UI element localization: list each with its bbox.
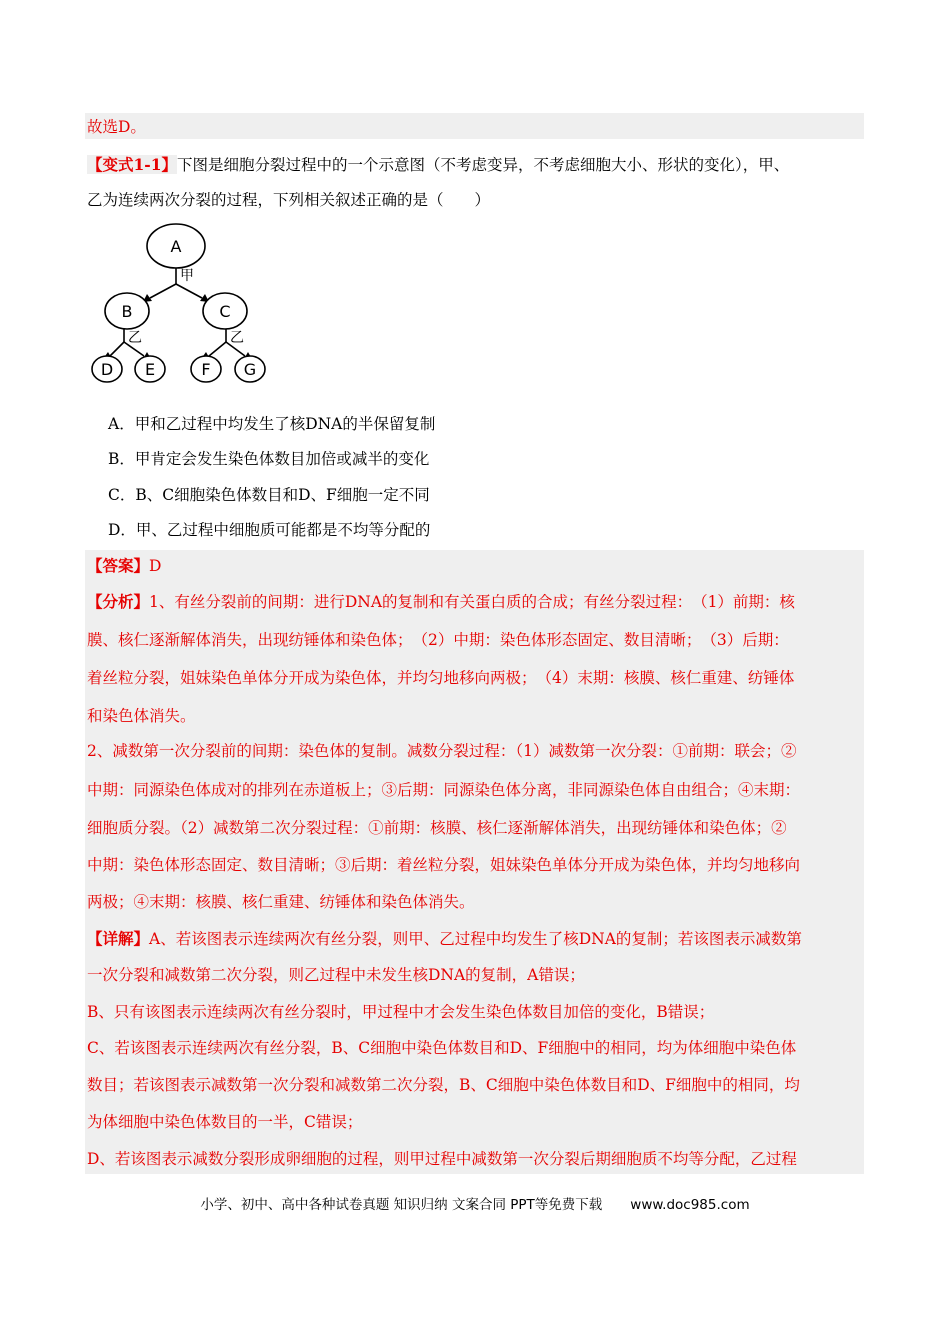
answer-tag: 【答案】 (87, 556, 150, 575)
prev-conclusion-band (85, 113, 864, 139)
analysis-line-7: 细胞质分裂。（2）减数第二次分裂过程：①前期：核膜、核仁逐渐解体消失，出现纺锤体和染色体；② (87, 819, 787, 837)
label-process-jia: 甲 (180, 268, 194, 284)
option-c: C．B、C细胞染色体数目和D、F细胞一定不同 (108, 486, 430, 504)
analysis-line-3: 着丝粒分裂，姐妹染色单体分开成为染色体，并均匀地移向两极； （4）末期：核膜、核仁重建、纺锤体 (87, 669, 795, 687)
question-line-2: 乙为连续两次分裂的过程，下列相关叙述正确的是（ ） (87, 191, 491, 209)
detail-line-6: 为体细胞中染色体数目的一半，C错误； (87, 1113, 363, 1131)
cell-division-diagram (90, 222, 275, 387)
question-text-1: 下图是细胞分裂过程中的一个示意图（不考虑变异，不考虑细胞大小、形状的变化），甲、 (177, 156, 790, 174)
option-a: A．甲和乙过程中均发生了核DNA的半保留复制 (108, 415, 436, 433)
label-process-yi-left: 乙 (128, 330, 142, 346)
option-b: B．甲肯定会发生染色体数目加倍或减半的变化 (108, 450, 430, 468)
analysis-line-5: 2、减数第一次分裂前的间期：染色体的复制。减数分裂过程：（1）减数第一次分裂：①前期：联会；② (87, 742, 797, 760)
footer-site-link[interactable]: www.doc985.com (630, 1197, 750, 1213)
analysis-tag: 【分析】 (87, 592, 150, 611)
detail-line-3: B、只有该图表示连续两次有丝分裂时，甲过程中才会发生染色体数目加倍的变化，B错误； (87, 1003, 715, 1021)
label-C: C (219, 302, 231, 321)
label-A: A (170, 237, 182, 256)
option-d: D．甲、乙过程中细胞质可能都是不均等分配的 (108, 521, 431, 539)
analysis-line-8: 中期：染色体形态固定、数目清晰；③后期：着丝粒分裂，姐妹染色单体分开成为染色体，并均匀地移向 (87, 856, 801, 874)
label-B: B (121, 302, 133, 321)
page-footer (0, 1193, 950, 1213)
prev-conclusion: 故选D。 (87, 118, 146, 136)
label-G: G (243, 360, 257, 379)
analysis-line-6: 中期：同源染色体成对的排列在赤道板上；③后期：同源染色体分离，非同源染色体自由组合；④末期： (87, 781, 801, 799)
detail-line-5: 数目；若该图表示减数第一次分裂和减数第二次分裂，B、C细胞中染色体数目和D、F细胞中的相同，均 (87, 1076, 800, 1094)
question-line-1 (87, 155, 789, 175)
detail-line-7: D、若该图表示减数分裂形成卵细胞的过程，则甲过程中减数第一次分裂后期细胞质不均等分配，乙过程 (87, 1150, 797, 1168)
detail-line-2: 一次分裂和减数第二次分裂，则乙过程中未发生核DNA的复制，A错误； (87, 966, 585, 984)
answer-value: D (149, 557, 162, 575)
answer-line (87, 556, 161, 576)
detail-line-1: 【详解】A、若该图表示连续两次有丝分裂，则甲、乙过程中均发生了核DNA的复制；若该图表示减数第 (87, 929, 802, 948)
label-D: D (100, 360, 114, 379)
analysis-line-1: 【分析】1、有丝分裂前的间期：进行DNA的复制和有关蛋白质的合成；有丝分裂过程： （1）前期：核 (87, 592, 795, 611)
label-process-yi-right: 乙 (230, 330, 244, 346)
detail-tag: 【详解】 (87, 929, 150, 948)
analysis-line-4: 和染色体消失。 (87, 707, 196, 725)
label-E: E (144, 360, 156, 379)
analysis-line-9: 两极；④末期：核膜、核仁重建、纺锤体和染色体消失。 (87, 893, 475, 911)
question-tag: 【变式1-1】 (87, 155, 178, 174)
detail-line-4: C、若该图表示连续两次有丝分裂，B、C细胞中染色体数目和D、F细胞中的相同，均为体细胞中染色体 (87, 1039, 797, 1057)
footer-text: 小学、初中、高中各种试卷真题 知识归纳 文案合同 PPT等免费下载 (200, 1197, 603, 1213)
analysis-line-2: 膜、核仁逐渐解体消失，出现纺锤体和染色体； （2）中期：染色体形态固定、数目清晰； （3）后期： (87, 631, 789, 649)
label-F: F (201, 360, 211, 379)
